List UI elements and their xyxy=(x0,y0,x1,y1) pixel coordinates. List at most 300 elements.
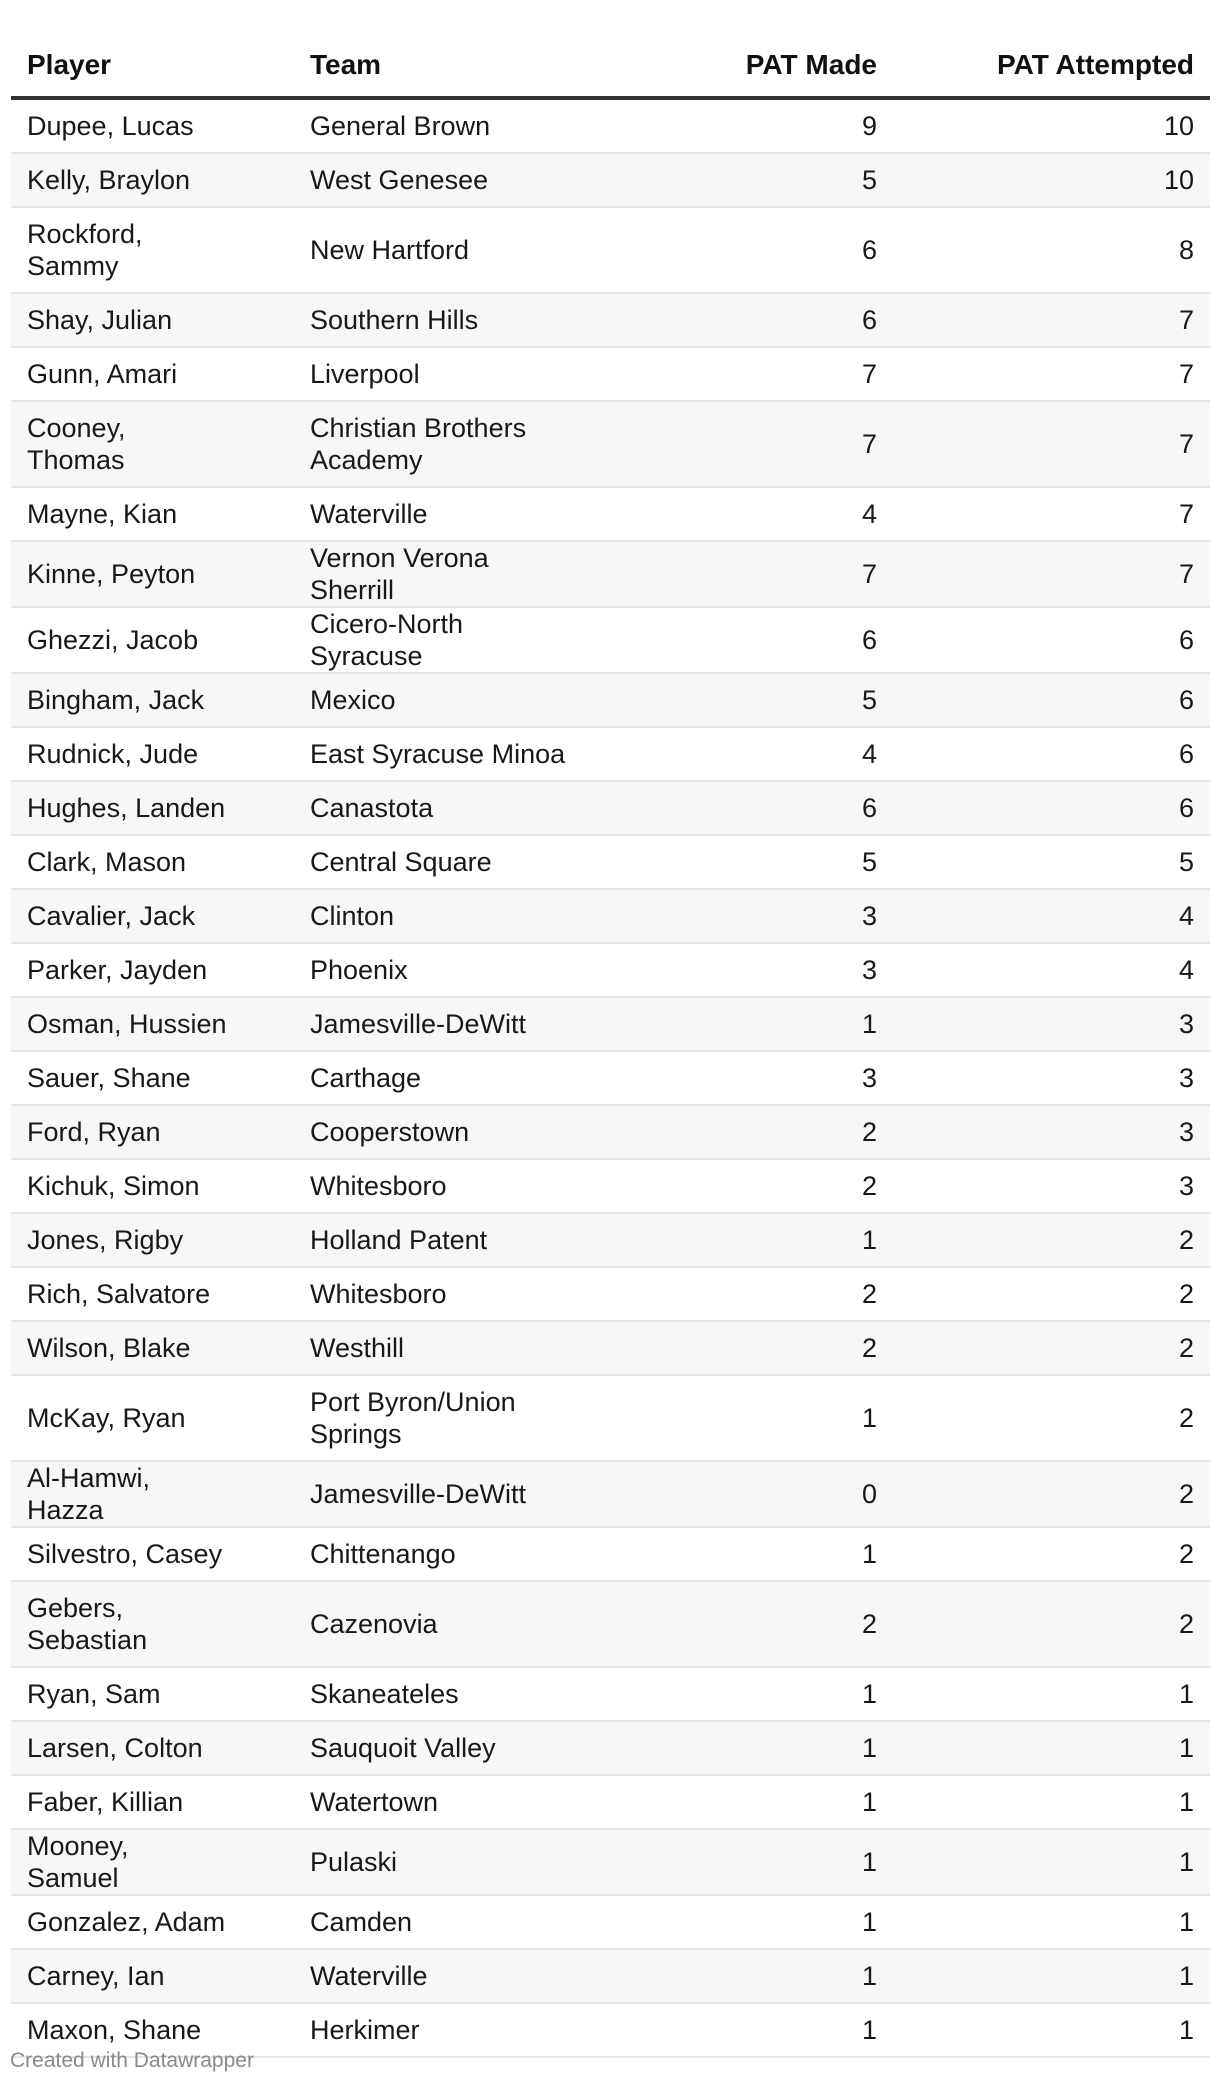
pat-attempted-cell xyxy=(893,673,1210,727)
table-row xyxy=(11,781,1210,835)
team-cell-text: East Syracuse Minoa xyxy=(310,739,566,769)
pat-made-cell-text: 6 xyxy=(861,793,877,823)
pat-attempted-cell xyxy=(893,889,1210,943)
player-cell xyxy=(11,1461,294,1527)
player-cell-text: Wilson, Blake xyxy=(27,1333,191,1363)
player-cell xyxy=(11,293,294,347)
pat-attempted-cell-text: 2 xyxy=(1178,1279,1194,1309)
player-cell-text: Dupee, Lucas xyxy=(27,111,194,141)
pat-attempted-cell-text: 7 xyxy=(1178,499,1194,529)
team-cell-text: Waterville xyxy=(310,1961,428,1991)
team-cell-text: New Hartford xyxy=(310,235,470,265)
team-cell-text: Mexico xyxy=(310,685,396,715)
pat-attempted-cell xyxy=(893,98,1210,153)
pat-made-cell xyxy=(587,889,893,943)
team-cell-text: Vernon Verona Sherrill xyxy=(310,543,489,605)
player-cell xyxy=(11,781,294,835)
team-cell xyxy=(294,153,587,207)
pat-stats-table xyxy=(11,34,1210,2058)
pat-made-cell xyxy=(587,1213,893,1267)
pat-made-cell xyxy=(587,781,893,835)
pat-made-cell xyxy=(587,1321,893,1375)
player-cell-text: Al-Hamwi, Hazza xyxy=(27,1463,151,1525)
player-cell xyxy=(11,401,294,487)
pat-made-cell xyxy=(587,487,893,541)
team-cell xyxy=(294,1667,587,1721)
team-cell xyxy=(294,347,587,401)
table-row xyxy=(11,1775,1210,1829)
team-cell xyxy=(294,1213,587,1267)
pat-attempted-cell-text: 4 xyxy=(1178,955,1194,985)
team-cell-text: Southern Hills xyxy=(310,305,479,335)
player-cell xyxy=(11,153,294,207)
player-cell-text: Osman, Hussien xyxy=(27,1009,227,1039)
team-cell-text: Canastota xyxy=(310,793,434,823)
pat-made-cell-text: 2 xyxy=(861,1171,877,1201)
player-cell xyxy=(11,943,294,997)
pat-made-cell xyxy=(587,98,893,153)
datawrapper-credit[interactable]: Created with Datawrapper xyxy=(10,2049,254,2072)
pat-attempted-cell-text: 2 xyxy=(1178,1403,1194,1433)
pat-made-cell-text: 6 xyxy=(861,625,877,655)
player-cell-text: Hughes, Landen xyxy=(27,793,226,823)
table-row xyxy=(11,1321,1210,1375)
team-cell xyxy=(294,207,587,293)
pat-made-cell xyxy=(587,2003,893,2057)
pat-attempted-cell-text: 1 xyxy=(1178,1679,1194,1709)
player-cell xyxy=(11,1667,294,1721)
team-cell xyxy=(294,541,587,607)
player-cell-text: Rich, Salvatore xyxy=(27,1279,211,1309)
team-cell-text: General Brown xyxy=(310,111,491,141)
pat-attempted-cell xyxy=(893,1721,1210,1775)
team-cell-text: Waterville xyxy=(310,499,428,529)
player-cell xyxy=(11,1721,294,1775)
pat-attempted-cell xyxy=(893,1105,1210,1159)
player-cell-text: McKay, Ryan xyxy=(27,1403,186,1433)
team-cell-text: Central Square xyxy=(310,847,492,877)
player-cell xyxy=(11,835,294,889)
table-row xyxy=(11,347,1210,401)
pat-made-cell-text: 3 xyxy=(861,955,877,985)
team-cell xyxy=(294,98,587,153)
pat-made-cell xyxy=(587,1949,893,2003)
player-cell-text: Bingham, Jack xyxy=(27,685,205,715)
pat-made-cell xyxy=(587,347,893,401)
table-row xyxy=(11,1949,1210,2003)
table-row xyxy=(11,607,1210,673)
pat-attempted-cell xyxy=(893,727,1210,781)
pat-attempted-cell xyxy=(893,835,1210,889)
team-cell-text: Westhill xyxy=(310,1333,405,1363)
pat-attempted-cell-text: 4 xyxy=(1178,901,1194,931)
pat-made-cell-text: 1 xyxy=(861,1539,877,1569)
table-row xyxy=(11,1159,1210,1213)
pat-attempted-cell xyxy=(893,1667,1210,1721)
pat-made-cell xyxy=(587,1667,893,1721)
pat-made-cell-text: 2 xyxy=(861,1333,877,1363)
table-row xyxy=(11,1461,1210,1527)
player-cell-text: Shay, Julian xyxy=(27,305,173,335)
team-cell xyxy=(294,1159,587,1213)
pat-made-cell xyxy=(587,673,893,727)
team-cell-text: Phoenix xyxy=(310,955,408,985)
pat-attempted-cell xyxy=(893,1267,1210,1321)
player-cell xyxy=(11,1213,294,1267)
player-cell-text: Ford, Ryan xyxy=(27,1117,161,1147)
pat-made-cell-text: 6 xyxy=(861,305,877,335)
player-cell xyxy=(11,541,294,607)
team-cell-text: West Genesee xyxy=(310,165,489,195)
pat-attempted-cell-text: 5 xyxy=(1178,847,1194,877)
pat-attempted-cell-text: 6 xyxy=(1178,739,1194,769)
table-row xyxy=(11,997,1210,1051)
pat-made-cell-text: 1 xyxy=(861,1787,877,1817)
player-cell xyxy=(11,889,294,943)
player-cell-text: Cooney, Thomas xyxy=(27,413,126,475)
pat-attempted-cell xyxy=(893,2003,1210,2057)
pat-attempted-cell-text: 6 xyxy=(1178,793,1194,823)
player-cell-text: Maxon, Shane xyxy=(27,2015,202,2045)
column-header-pat-made[interactable]: PAT Made xyxy=(587,34,893,98)
pat-attempted-cell xyxy=(893,1213,1210,1267)
pat-made-cell-text: 7 xyxy=(861,359,877,389)
pat-attempted-cell xyxy=(893,1461,1210,1527)
player-cell xyxy=(11,1267,294,1321)
team-cell xyxy=(294,673,587,727)
player-cell-text: Gebers, Sebastian xyxy=(27,1593,148,1655)
pat-made-cell xyxy=(587,943,893,997)
player-cell xyxy=(11,98,294,153)
pat-attempted-cell-text: 1 xyxy=(1178,1733,1194,1763)
pat-made-cell-text: 5 xyxy=(861,165,877,195)
pat-made-cell-text: 2 xyxy=(861,1117,877,1147)
table-row xyxy=(11,889,1210,943)
table-row xyxy=(11,1105,1210,1159)
pat-attempted-cell-text: 2 xyxy=(1178,1539,1194,1569)
team-cell xyxy=(294,1721,587,1775)
team-cell xyxy=(294,1051,587,1105)
pat-attempted-cell-text: 3 xyxy=(1178,1009,1194,1039)
pat-attempted-cell-text: 1 xyxy=(1178,1847,1194,1877)
player-cell-text: Faber, Killian xyxy=(27,1787,184,1817)
pat-attempted-cell-text: 10 xyxy=(1163,111,1194,141)
player-cell-text: Ryan, Sam xyxy=(27,1679,161,1709)
player-cell-text: Silvestro, Casey xyxy=(27,1539,223,1569)
team-cell xyxy=(294,607,587,673)
player-cell xyxy=(11,607,294,673)
player-cell-text: Kinne, Peyton xyxy=(27,559,196,589)
column-header-team[interactable]: Team xyxy=(294,34,587,98)
player-cell xyxy=(11,1829,294,1895)
team-cell xyxy=(294,2003,587,2057)
player-cell xyxy=(11,1581,294,1667)
pat-attempted-cell-text: 1 xyxy=(1178,1787,1194,1817)
column-header-pat-attempted[interactable]: PAT Attempted xyxy=(893,34,1210,98)
player-cell xyxy=(11,727,294,781)
team-cell xyxy=(294,1375,587,1461)
pat-made-cell xyxy=(587,1159,893,1213)
table-row xyxy=(11,1267,1210,1321)
player-cell-text: Ghezzi, Jacob xyxy=(27,625,199,655)
table-row xyxy=(11,293,1210,347)
pat-made-cell-text: 2 xyxy=(861,1279,877,1309)
pat-made-cell-text: 0 xyxy=(861,1479,877,1509)
pat-made-cell xyxy=(587,293,893,347)
team-cell xyxy=(294,293,587,347)
pat-attempted-cell xyxy=(893,1051,1210,1105)
pat-made-cell xyxy=(587,401,893,487)
player-cell xyxy=(11,207,294,293)
pat-made-cell-text: 9 xyxy=(861,111,877,141)
player-cell-text: Clark, Mason xyxy=(27,847,187,877)
player-cell-text: Kichuk, Simon xyxy=(27,1171,200,1201)
pat-made-cell-text: 5 xyxy=(861,685,877,715)
player-cell-text: Cavalier, Jack xyxy=(27,901,196,931)
team-cell-text: Watertown xyxy=(310,1787,439,1817)
column-header-player[interactable]: Player xyxy=(11,34,294,98)
pat-made-cell-text: 7 xyxy=(861,559,877,589)
pat-attempted-cell-text: 7 xyxy=(1178,359,1194,389)
table-row xyxy=(11,1375,1210,1461)
pat-made-cell-text: 1 xyxy=(861,2015,877,2045)
table-row xyxy=(11,1829,1210,1895)
pat-made-cell-text: 1 xyxy=(861,1403,877,1433)
team-cell-text: Sauquoit Valley xyxy=(310,1733,496,1763)
player-cell xyxy=(11,1775,294,1829)
pat-attempted-cell xyxy=(893,1829,1210,1895)
pat-attempted-cell xyxy=(893,1895,1210,1949)
team-cell xyxy=(294,943,587,997)
pat-made-cell xyxy=(587,835,893,889)
table-row xyxy=(11,207,1210,293)
pat-attempted-cell xyxy=(893,1775,1210,1829)
pat-made-cell xyxy=(587,1829,893,1895)
pat-attempted-cell xyxy=(893,1321,1210,1375)
pat-attempted-cell-text: 2 xyxy=(1178,1333,1194,1363)
pat-made-cell-text: 3 xyxy=(861,1063,877,1093)
pat-made-cell xyxy=(587,607,893,673)
pat-attempted-cell-text: 1 xyxy=(1178,1961,1194,1991)
pat-made-cell-text: 1 xyxy=(861,1733,877,1763)
team-cell-text: Clinton xyxy=(310,901,395,931)
pat-made-cell xyxy=(587,1461,893,1527)
pat-made-cell xyxy=(587,1775,893,1829)
team-cell-text: Liverpool xyxy=(310,359,420,389)
pat-attempted-cell-text: 7 xyxy=(1178,559,1194,589)
team-cell xyxy=(294,997,587,1051)
pat-made-cell xyxy=(587,153,893,207)
pat-attempted-cell-text: 2 xyxy=(1178,1609,1194,1639)
pat-made-cell-text: 1 xyxy=(861,1009,877,1039)
pat-attempted-cell-text: 3 xyxy=(1178,1171,1194,1201)
team-cell-text: Herkimer xyxy=(310,2015,420,2045)
team-cell xyxy=(294,1581,587,1667)
team-cell xyxy=(294,1527,587,1581)
player-cell xyxy=(11,487,294,541)
team-cell xyxy=(294,727,587,781)
pat-attempted-cell-text: 6 xyxy=(1178,625,1194,655)
team-cell-text: Jamesville-DeWitt xyxy=(310,1479,527,1509)
player-cell xyxy=(11,1375,294,1461)
table-row xyxy=(11,98,1210,153)
pat-attempted-cell xyxy=(893,541,1210,607)
pat-made-cell xyxy=(587,1581,893,1667)
pat-attempted-cell xyxy=(893,487,1210,541)
team-cell xyxy=(294,781,587,835)
pat-made-cell-text: 5 xyxy=(861,847,877,877)
pat-made-cell-text: 1 xyxy=(861,1961,877,1991)
player-cell-text: Gonzalez, Adam xyxy=(27,1907,226,1937)
team-cell-text: Pulaski xyxy=(310,1847,398,1877)
pat-attempted-cell-text: 2 xyxy=(1178,1225,1194,1255)
team-cell xyxy=(294,1775,587,1829)
table-row xyxy=(11,835,1210,889)
table-row xyxy=(11,1581,1210,1667)
pat-made-cell xyxy=(587,1267,893,1321)
table-row xyxy=(11,401,1210,487)
pat-made-cell-text: 4 xyxy=(861,499,877,529)
player-cell-text: Parker, Jayden xyxy=(27,955,208,985)
player-cell xyxy=(11,347,294,401)
pat-attempted-cell xyxy=(893,1159,1210,1213)
pat-made-cell-text: 1 xyxy=(861,1225,877,1255)
team-cell xyxy=(294,1105,587,1159)
pat-made-cell xyxy=(587,1721,893,1775)
player-cell-text: Mayne, Kian xyxy=(27,499,178,529)
table-row xyxy=(11,673,1210,727)
pat-attempted-cell-text: 7 xyxy=(1178,429,1194,459)
pat-made-cell xyxy=(587,997,893,1051)
pat-attempted-cell xyxy=(893,1527,1210,1581)
team-cell xyxy=(294,835,587,889)
player-cell-text: Kelly, Braylon xyxy=(27,165,191,195)
team-cell-text: Camden xyxy=(310,1907,413,1937)
player-cell xyxy=(11,1949,294,2003)
pat-attempted-cell-text: 3 xyxy=(1178,1063,1194,1093)
pat-attempted-cell xyxy=(893,401,1210,487)
pat-attempted-cell xyxy=(893,207,1210,293)
team-cell xyxy=(294,1461,587,1527)
pat-attempted-cell-text: 1 xyxy=(1178,2015,1194,2045)
team-cell-text: Holland Patent xyxy=(310,1225,488,1255)
pat-attempted-cell-text: 8 xyxy=(1178,235,1194,265)
player-cell xyxy=(11,1159,294,1213)
team-cell xyxy=(294,1895,587,1949)
player-cell xyxy=(11,673,294,727)
team-cell-text: Whitesboro xyxy=(310,1279,447,1309)
team-cell-text: Christian Brothers Academy xyxy=(310,413,527,475)
pat-made-cell xyxy=(587,1527,893,1581)
player-cell xyxy=(11,1321,294,1375)
pat-made-cell-text: 6 xyxy=(861,235,877,265)
pat-made-cell-text: 1 xyxy=(861,1907,877,1937)
team-cell-text: Cicero-North Syracuse xyxy=(310,609,464,671)
pat-attempted-cell-text: 6 xyxy=(1178,685,1194,715)
pat-made-cell-text: 2 xyxy=(861,1609,877,1639)
pat-made-cell-text: 4 xyxy=(861,739,877,769)
pat-attempted-cell xyxy=(893,347,1210,401)
pat-made-cell-text: 3 xyxy=(861,901,877,931)
table-header xyxy=(11,34,1210,98)
player-cell xyxy=(11,1105,294,1159)
team-cell-text: Jamesville-DeWitt xyxy=(310,1009,527,1039)
player-cell-text: Sauer, Shane xyxy=(27,1063,191,1093)
pat-made-cell-text: 1 xyxy=(861,1847,877,1877)
team-cell xyxy=(294,401,587,487)
pat-attempted-cell-text: 3 xyxy=(1178,1117,1194,1147)
team-cell xyxy=(294,1321,587,1375)
table-row xyxy=(11,153,1210,207)
pat-made-cell xyxy=(587,207,893,293)
player-cell-text: Larsen, Colton xyxy=(27,1733,203,1763)
team-cell xyxy=(294,889,587,943)
table-row xyxy=(11,1721,1210,1775)
player-cell-text: Gunn, Amari xyxy=(27,359,178,389)
table-row xyxy=(11,541,1210,607)
player-cell-text: Carney, Ian xyxy=(27,1961,165,1991)
player-cell xyxy=(11,997,294,1051)
table-row xyxy=(11,1051,1210,1105)
table-row xyxy=(11,487,1210,541)
pat-attempted-cell-text: 1 xyxy=(1178,1907,1194,1937)
pat-attempted-cell xyxy=(893,293,1210,347)
pat-attempted-cell xyxy=(893,153,1210,207)
pat-made-cell-text: 1 xyxy=(861,1679,877,1709)
team-cell-text: Chittenango xyxy=(310,1539,456,1569)
pat-attempted-cell xyxy=(893,781,1210,835)
player-cell xyxy=(11,1527,294,1581)
pat-attempted-cell xyxy=(893,997,1210,1051)
player-cell xyxy=(11,1895,294,1949)
pat-made-cell xyxy=(587,1895,893,1949)
pat-attempted-cell-text: 10 xyxy=(1163,165,1194,195)
team-cell-text: Port Byron/Union Springs xyxy=(310,1387,516,1449)
pat-made-cell-text: 7 xyxy=(861,429,877,459)
team-cell-text: Whitesboro xyxy=(310,1171,447,1201)
pat-made-cell xyxy=(587,727,893,781)
team-cell-text: Skaneateles xyxy=(310,1679,459,1709)
table-body xyxy=(11,98,1210,2057)
team-cell xyxy=(294,1267,587,1321)
player-cell-text: Jones, Rigby xyxy=(27,1225,184,1255)
team-cell xyxy=(294,1829,587,1895)
pat-made-cell xyxy=(587,1105,893,1159)
table-row xyxy=(11,943,1210,997)
pat-attempted-cell xyxy=(893,607,1210,673)
table-row xyxy=(11,1213,1210,1267)
table-row xyxy=(11,1895,1210,1949)
team-cell-text: Cazenovia xyxy=(310,1609,438,1639)
table-row xyxy=(11,727,1210,781)
player-cell xyxy=(11,1051,294,1105)
team-cell-text: Cooperstown xyxy=(310,1117,470,1147)
pat-attempted-cell xyxy=(893,1949,1210,2003)
team-cell xyxy=(294,1949,587,2003)
pat-attempted-cell xyxy=(893,943,1210,997)
team-cell-text: Carthage xyxy=(310,1063,422,1093)
pat-made-cell xyxy=(587,541,893,607)
player-cell-text: Rudnick, Jude xyxy=(27,739,199,769)
pat-made-cell xyxy=(587,1375,893,1461)
header-row xyxy=(11,34,1210,98)
pat-attempted-cell xyxy=(893,1581,1210,1667)
team-cell xyxy=(294,487,587,541)
pat-made-cell xyxy=(587,1051,893,1105)
player-cell-text: Rockford, Sammy xyxy=(27,219,143,281)
table-row xyxy=(11,1667,1210,1721)
table-row xyxy=(11,1527,1210,1581)
